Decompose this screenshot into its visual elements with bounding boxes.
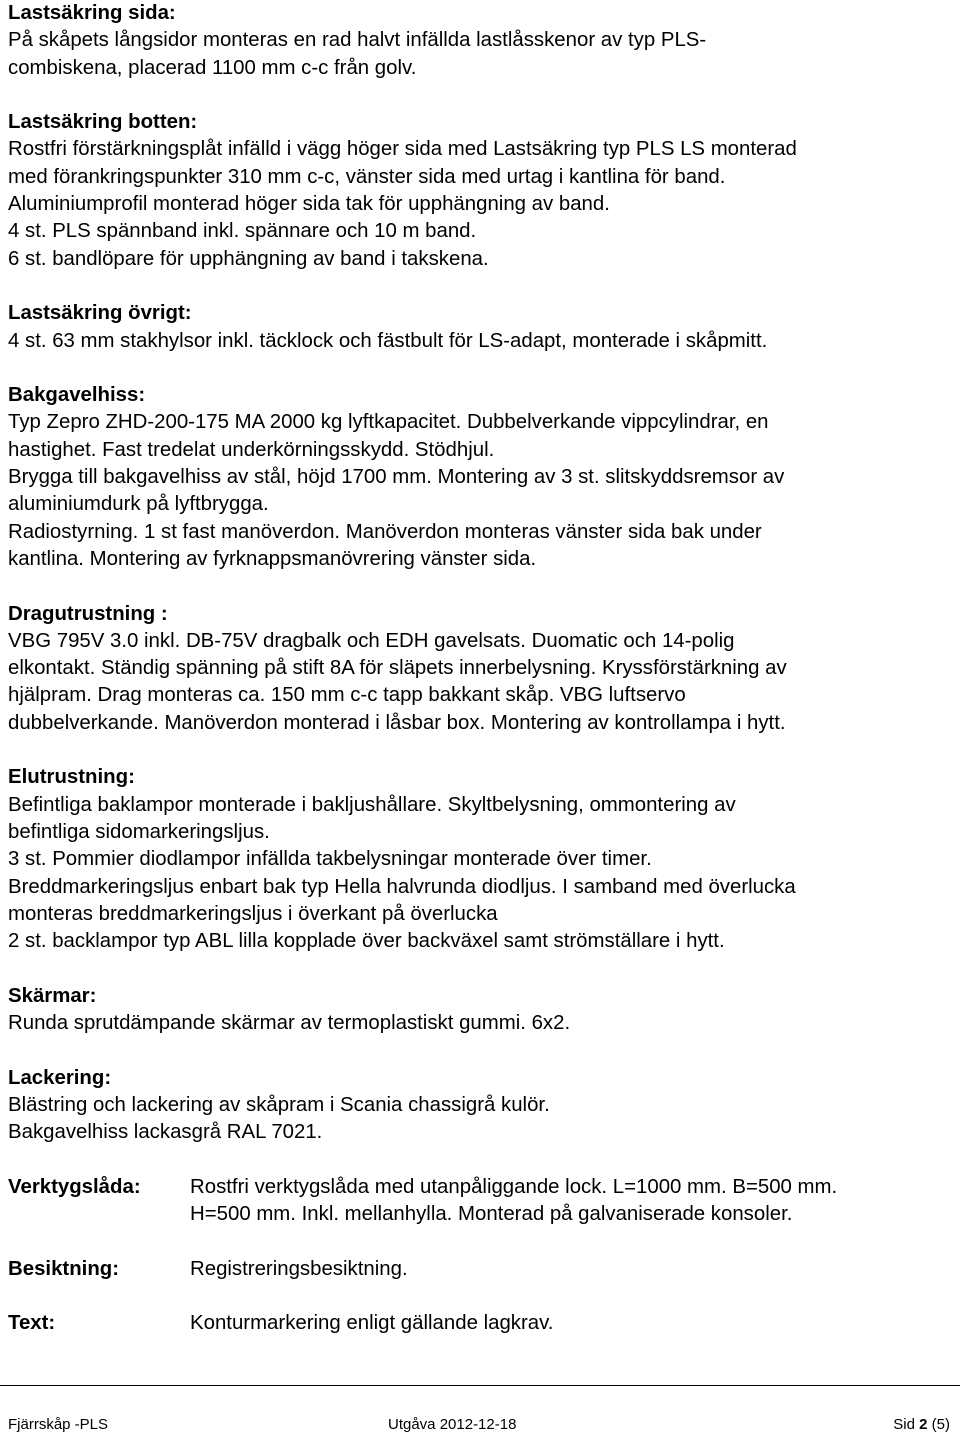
section-dragutrustning (8, 601, 948, 737)
document-page (8, 0, 948, 1338)
section-line: kantlina. Montering av fyrknappsmanövrering vänster sida. (8, 547, 537, 570)
detail-value (190, 1174, 948, 1229)
detail-verktygslada (8, 1174, 948, 1229)
detail-text (8, 1310, 948, 1337)
spacer (8, 955, 948, 982)
detail-label: Verktygslåda: (8, 1175, 141, 1198)
section-line: VBG 795V 3.0 inkl. DB-75V dragbalk och EDH gavelsats. Duomatic och 14-polig (8, 629, 735, 652)
section-heading: Lastsäkring botten: (8, 111, 198, 134)
page-footer (8, 1416, 950, 1434)
section-line: Breddmarkeringsljus enbart bak typ Hella halvrunda diodljus. I samband med överlucka (8, 875, 796, 898)
footer-product-name: Fjärrskåp -PLS (8, 1416, 109, 1433)
section-line: dubbelverkande. Manöverdon monterad i låsbar box. Montering av kontrollampa i hytt. (8, 711, 786, 734)
section-bakgavelhiss (8, 382, 948, 573)
section-line: 3 st. Pommier diodlampor infällda takbelysningar monterade över timer. (8, 848, 652, 871)
spacer (8, 1146, 948, 1173)
section-lastsakring-sida (8, 0, 948, 82)
section-line: 2 st. backlampor typ ABL lilla kopplade över backväxel samt strömställare i hytt. (8, 930, 725, 953)
footer-page-prefix: Sid (893, 1416, 920, 1433)
section-heading: Bakgavelhiss: (8, 384, 146, 407)
section-line: Runda sprutdämpande skärmar av termoplastiskt gummi. 6x2. (8, 1011, 571, 1034)
detail-label: Text: (8, 1312, 56, 1335)
spacer (8, 573, 948, 600)
section-line: 4 st. 63 mm stakhylsor inkl. täcklock och fästbult för LS-adapt, monterade i skåpmitt. (8, 329, 768, 352)
section-line: elkontakt. Ständig spänning på stift 8A för släpets innerbelysning. Kryssförstärkning av (8, 657, 787, 680)
section-line: med förankringspunkter 310 mm c-c, vänster sida med urtag i kantlina för band. (8, 165, 726, 188)
section-line: combiskena, placerad 1100 mm c-c från golv. (8, 56, 417, 79)
section-line: hjälpram. Drag monteras ca. 150 mm c-c tapp bakkant skåp. VBG luftservo (8, 684, 686, 707)
section-line: aluminiumdurk på lyftbrygga. (8, 493, 269, 516)
footer-page-total: (5) (931, 1416, 950, 1433)
section-line: Rostfri förstärkningsplåt infälld i vägg höger sida med Lastsäkring typ PLS LS monterad (8, 138, 797, 161)
footer-page-number (893, 1416, 950, 1434)
footer-divider (0, 1385, 960, 1386)
spacer (8, 355, 948, 382)
section-line: 4 st. PLS spännband inkl. spännare och 10 m band. (8, 220, 477, 243)
detail-line: Rostfri verktygslåda med utanpåliggande lock. L=1000 mm. B=500 mm. (190, 1175, 838, 1198)
section-heading: Skärmar: (8, 984, 97, 1007)
section-line: hastighet. Fast tredelat underkörningsskydd. Stödhjul. (8, 438, 495, 461)
section-heading: Lackering: (8, 1066, 112, 1089)
section-heading: Elutrustning: (8, 766, 135, 789)
section-line: Befintliga baklampor monterade i bakljushållare. Skyltbelysning, ommontering av (8, 793, 736, 816)
section-line: befintliga sidomarkeringsljus. (8, 820, 270, 843)
section-lastsakring-ovrigt (8, 300, 948, 355)
section-skarmar (8, 983, 948, 1038)
detail-value: Konturmarkering enligt gällande lagkrav. (190, 1312, 554, 1335)
section-lackering (8, 1065, 948, 1147)
section-line: Radiostyrning. 1 st fast manöverdon. Manöverdon monteras vänster sida bak under (8, 520, 762, 543)
spacer (8, 273, 948, 300)
section-elutrustning (8, 764, 948, 955)
section-line: Typ Zepro ZHD-200-175 MA 2000 kg lyftkapacitet. Dubbelverkande vippcylindrar, en (8, 411, 769, 434)
footer-page-current: 2 (919, 1416, 928, 1433)
spacer (8, 1283, 948, 1310)
spacer (8, 1037, 948, 1064)
detail-label: Besiktning: (8, 1257, 120, 1280)
section-line: Blästring och lackering av skåpram i Scania chassigrå kulör. (8, 1093, 550, 1116)
section-line: Bakgavelhiss lackasgrå RAL 7021. (8, 1121, 323, 1144)
footer-edition: Utgåva 2012-12-18 (388, 1416, 517, 1433)
spacer (8, 737, 948, 764)
section-lastsakring-botten (8, 109, 948, 273)
detail-value: Registreringsbesiktning. (190, 1257, 408, 1280)
section-heading: Lastsäkring sida: (8, 2, 176, 24)
section-line: Aluminiumprofil monterad höger sida tak för upphängning av band. (8, 193, 610, 216)
detail-line: H=500 mm. Inkl. mellanhylla. Monterad på galvaniserade konsoler. (190, 1203, 793, 1226)
section-heading: Dragutrustning : (8, 602, 168, 625)
section-heading: Lastsäkring övrigt: (8, 302, 192, 325)
section-line: monteras breddmarkeringsljus i överkant på överlucka (8, 902, 498, 925)
detail-besiktning (8, 1256, 948, 1283)
section-line: På skåpets långsidor monteras en rad halvt infällda lastlåsskenor av typ PLS- (8, 29, 707, 52)
spacer (8, 1228, 948, 1255)
spacer (8, 82, 948, 109)
section-line: Brygga till bakgavelhiss av stål, höjd 1700 mm. Montering av 3 st. slitskyddsremsor av (8, 466, 785, 489)
section-line: 6 st. bandlöpare för upphängning av band i takskena. (8, 247, 489, 270)
